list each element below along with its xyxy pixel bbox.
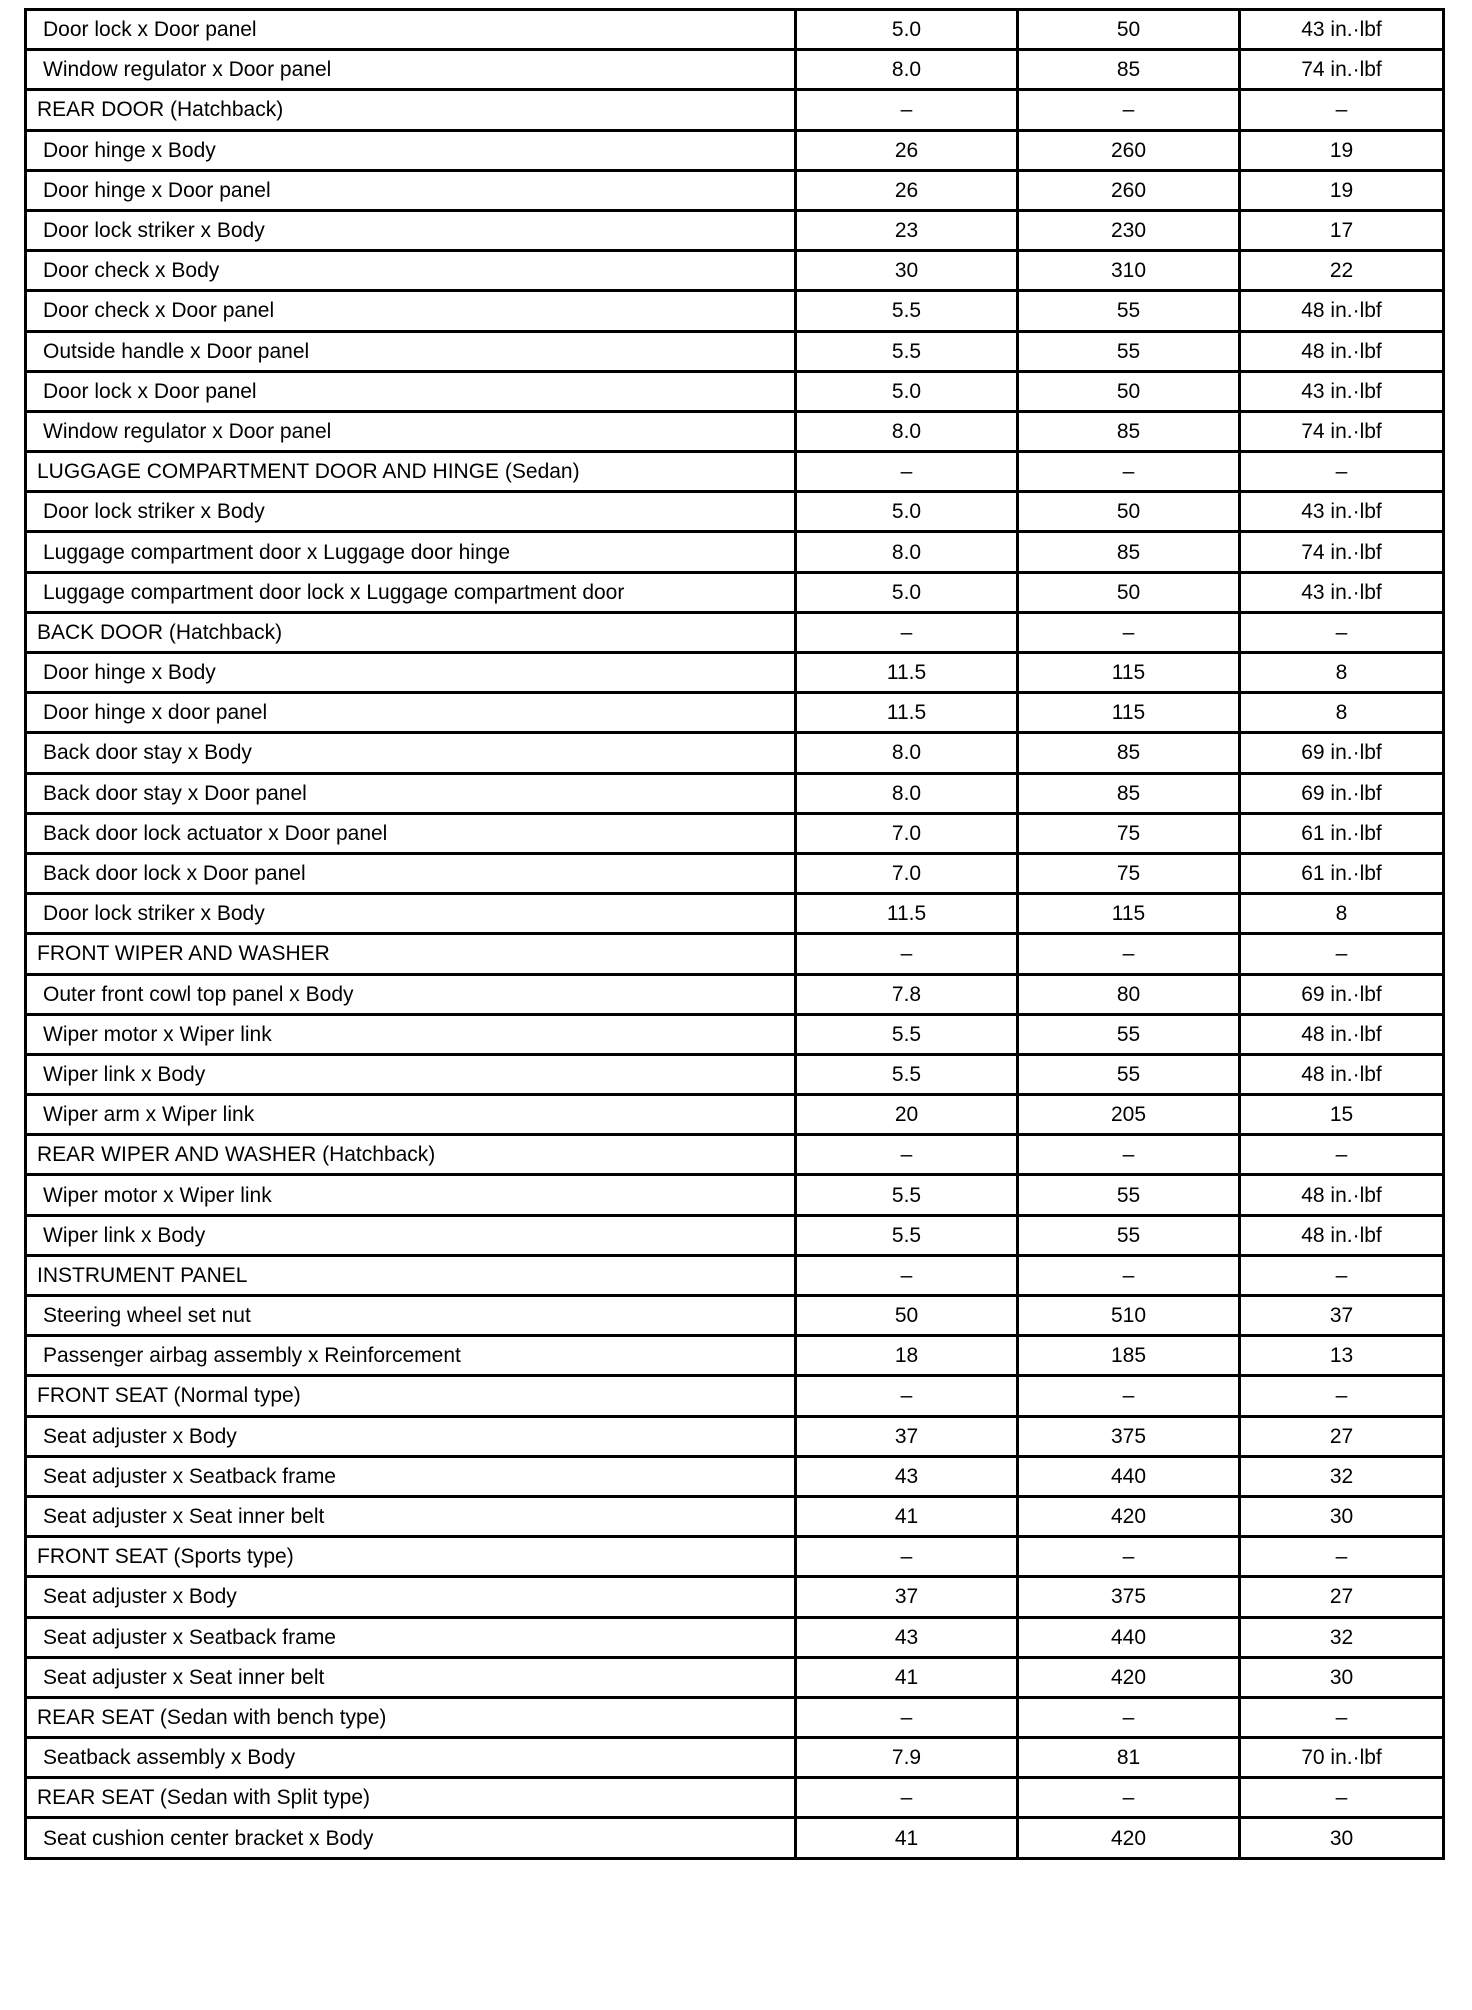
table-row: [26, 1738, 1444, 1778]
table-row: [26, 1014, 1444, 1054]
torque-ft-lbf-cell: 43 in.·lbf: [1240, 371, 1444, 411]
torque-nm-cell: –: [796, 1778, 1018, 1818]
table-row: [26, 1577, 1444, 1617]
torque-nm-cell: 26: [796, 170, 1018, 210]
torque-nm-cell: 20: [796, 1095, 1018, 1135]
section-header-row: [26, 452, 1444, 492]
torque-nm-cell: 5.5: [796, 1175, 1018, 1215]
section-header-row: [26, 1376, 1444, 1416]
torque-kgf-cm-cell: 85: [1018, 532, 1240, 572]
table-row: [26, 1416, 1444, 1456]
torque-nm-cell: 11.5: [796, 693, 1018, 733]
torque-ft-lbf-cell: –: [1240, 1778, 1444, 1818]
part-name-cell: Seat adjuster x Body: [26, 1416, 796, 1456]
torque-kgf-cm-cell: 85: [1018, 411, 1240, 451]
part-name-cell: Door check x Body: [26, 251, 796, 291]
torque-nm-cell: –: [796, 90, 1018, 130]
torque-nm-cell: 8.0: [796, 411, 1018, 451]
part-name-cell: Passenger airbag assembly x Reinforcement: [26, 1336, 796, 1376]
torque-kgf-cm-cell: –: [1018, 1255, 1240, 1295]
part-name-cell: Wiper motor x Wiper link: [26, 1014, 796, 1054]
torque-ft-lbf-cell: 15: [1240, 1095, 1444, 1135]
torque-kgf-cm-cell: 310: [1018, 251, 1240, 291]
torque-ft-lbf-cell: 32: [1240, 1617, 1444, 1657]
torque-ft-lbf-cell: 13: [1240, 1336, 1444, 1376]
torque-ft-lbf-cell: 17: [1240, 210, 1444, 250]
torque-ft-lbf-cell: –: [1240, 1376, 1444, 1416]
part-name-cell: Back door stay x Body: [26, 733, 796, 773]
torque-nm-cell: 8.0: [796, 532, 1018, 572]
part-name-cell: Window regulator x Door panel: [26, 50, 796, 90]
torque-ft-lbf-cell: 30: [1240, 1818, 1444, 1858]
part-name-cell: Outer front cowl top panel x Body: [26, 974, 796, 1014]
torque-kgf-cm-cell: 80: [1018, 974, 1240, 1014]
part-name-cell: LUGGAGE COMPARTMENT DOOR AND HINGE (Sedan): [26, 452, 796, 492]
part-name-cell: Steering wheel set nut: [26, 1296, 796, 1336]
torque-kgf-cm-cell: 85: [1018, 50, 1240, 90]
part-name-cell: Seat adjuster x Seat inner belt: [26, 1657, 796, 1697]
torque-kgf-cm-cell: 81: [1018, 1738, 1240, 1778]
torque-kgf-cm-cell: 420: [1018, 1496, 1240, 1536]
torque-kgf-cm-cell: –: [1018, 1697, 1240, 1737]
torque-ft-lbf-cell: 48 in.·lbf: [1240, 1054, 1444, 1094]
torque-ft-lbf-cell: 61 in.·lbf: [1240, 853, 1444, 893]
torque-ft-lbf-cell: –: [1240, 1255, 1444, 1295]
part-name-cell: Door check x Door panel: [26, 291, 796, 331]
torque-kgf-cm-cell: 115: [1018, 894, 1240, 934]
table-row: [26, 532, 1444, 572]
part-name-cell: Back door lock actuator x Door panel: [26, 813, 796, 853]
torque-kgf-cm-cell: 75: [1018, 813, 1240, 853]
torque-ft-lbf-cell: 70 in.·lbf: [1240, 1738, 1444, 1778]
part-name-cell: Luggage compartment door x Luggage door hinge: [26, 532, 796, 572]
torque-kgf-cm-cell: 420: [1018, 1657, 1240, 1697]
table-row: [26, 773, 1444, 813]
part-name-cell: Door hinge x Body: [26, 130, 796, 170]
part-name-cell: Door hinge x Door panel: [26, 170, 796, 210]
torque-nm-cell: –: [796, 1697, 1018, 1737]
torque-kgf-cm-cell: –: [1018, 452, 1240, 492]
torque-ft-lbf-cell: –: [1240, 1135, 1444, 1175]
part-name-cell: Wiper link x Body: [26, 1215, 796, 1255]
torque-ft-lbf-cell: –: [1240, 934, 1444, 974]
part-name-cell: Door lock x Door panel: [26, 371, 796, 411]
torque-nm-cell: 11.5: [796, 653, 1018, 693]
table-row: [26, 411, 1444, 451]
torque-kgf-cm-cell: 260: [1018, 170, 1240, 210]
part-name-cell: Wiper motor x Wiper link: [26, 1175, 796, 1215]
torque-nm-cell: 7.0: [796, 813, 1018, 853]
part-name-cell: REAR WIPER AND WASHER (Hatchback): [26, 1135, 796, 1175]
torque-kgf-cm-cell: 55: [1018, 1054, 1240, 1094]
torque-nm-cell: –: [796, 1255, 1018, 1295]
part-name-cell: Door lock striker x Body: [26, 210, 796, 250]
torque-nm-cell: 5.0: [796, 492, 1018, 532]
torque-kgf-cm-cell: –: [1018, 612, 1240, 652]
torque-ft-lbf-cell: 74 in.·lbf: [1240, 411, 1444, 451]
torque-kgf-cm-cell: 55: [1018, 1175, 1240, 1215]
table-row: [26, 733, 1444, 773]
table-row: [26, 1818, 1444, 1858]
torque-kgf-cm-cell: –: [1018, 1778, 1240, 1818]
torque-ft-lbf-cell: 19: [1240, 170, 1444, 210]
torque-nm-cell: 5.0: [796, 371, 1018, 411]
part-name-cell: REAR SEAT (Sedan with Split type): [26, 1778, 796, 1818]
torque-spec-table: [24, 8, 1445, 1860]
torque-kgf-cm-cell: 55: [1018, 1215, 1240, 1255]
table-row: [26, 894, 1444, 934]
torque-ft-lbf-cell: 43 in.·lbf: [1240, 572, 1444, 612]
torque-kgf-cm-cell: 55: [1018, 331, 1240, 371]
torque-nm-cell: 41: [796, 1818, 1018, 1858]
torque-kgf-cm-cell: 375: [1018, 1577, 1240, 1617]
table-row: [26, 130, 1444, 170]
section-header-row: [26, 1135, 1444, 1175]
table-row: [26, 974, 1444, 1014]
torque-kgf-cm-cell: 420: [1018, 1818, 1240, 1858]
table-row: [26, 492, 1444, 532]
torque-kgf-cm-cell: 50: [1018, 492, 1240, 532]
torque-ft-lbf-cell: 19: [1240, 130, 1444, 170]
part-name-cell: REAR SEAT (Sedan with bench type): [26, 1697, 796, 1737]
torque-ft-lbf-cell: 27: [1240, 1577, 1444, 1617]
torque-nm-cell: 43: [796, 1456, 1018, 1496]
torque-kgf-cm-cell: –: [1018, 1135, 1240, 1175]
torque-kgf-cm-cell: –: [1018, 90, 1240, 130]
torque-kgf-cm-cell: 115: [1018, 693, 1240, 733]
torque-nm-cell: 5.5: [796, 1014, 1018, 1054]
torque-kgf-cm-cell: 55: [1018, 1014, 1240, 1054]
torque-ft-lbf-cell: 48 in.·lbf: [1240, 1215, 1444, 1255]
section-header-row: [26, 934, 1444, 974]
torque-nm-cell: 26: [796, 130, 1018, 170]
torque-kgf-cm-cell: 375: [1018, 1416, 1240, 1456]
torque-ft-lbf-cell: 74 in.·lbf: [1240, 532, 1444, 572]
table-row: [26, 1215, 1444, 1255]
table-row: [26, 251, 1444, 291]
torque-ft-lbf-cell: –: [1240, 90, 1444, 130]
torque-kgf-cm-cell: 50: [1018, 371, 1240, 411]
torque-ft-lbf-cell: 74 in.·lbf: [1240, 50, 1444, 90]
table-row: [26, 1496, 1444, 1536]
torque-nm-cell: 7.9: [796, 1738, 1018, 1778]
table-row: [26, 291, 1444, 331]
table-row: [26, 572, 1444, 612]
torque-ft-lbf-cell: 48 in.·lbf: [1240, 331, 1444, 371]
table-row: [26, 1336, 1444, 1376]
torque-kgf-cm-cell: 85: [1018, 733, 1240, 773]
table-row: [26, 371, 1444, 411]
table-row: [26, 1657, 1444, 1697]
part-name-cell: Luggage compartment door lock x Luggage compartment door: [26, 572, 796, 612]
torque-nm-cell: 50: [796, 1296, 1018, 1336]
part-name-cell: FRONT SEAT (Normal type): [26, 1376, 796, 1416]
torque-nm-cell: –: [796, 612, 1018, 652]
torque-kgf-cm-cell: 75: [1018, 853, 1240, 893]
torque-nm-cell: 7.8: [796, 974, 1018, 1014]
torque-ft-lbf-cell: 30: [1240, 1496, 1444, 1536]
torque-spec-table-body: [26, 10, 1444, 1859]
table-row: [26, 10, 1444, 50]
torque-ft-lbf-cell: 69 in.·lbf: [1240, 773, 1444, 813]
table-row: [26, 1175, 1444, 1215]
torque-ft-lbf-cell: 8: [1240, 693, 1444, 733]
torque-ft-lbf-cell: 8: [1240, 653, 1444, 693]
table-row: [26, 653, 1444, 693]
torque-ft-lbf-cell: 48 in.·lbf: [1240, 291, 1444, 331]
part-name-cell: Seat adjuster x Seatback frame: [26, 1617, 796, 1657]
table-row: [26, 813, 1444, 853]
torque-nm-cell: –: [796, 1376, 1018, 1416]
torque-ft-lbf-cell: –: [1240, 1537, 1444, 1577]
part-name-cell: Door lock striker x Body: [26, 492, 796, 532]
torque-nm-cell: 18: [796, 1336, 1018, 1376]
torque-kgf-cm-cell: 50: [1018, 572, 1240, 612]
torque-ft-lbf-cell: –: [1240, 1697, 1444, 1737]
torque-kgf-cm-cell: 230: [1018, 210, 1240, 250]
part-name-cell: Seat cushion center bracket x Body: [26, 1818, 796, 1858]
torque-nm-cell: –: [796, 452, 1018, 492]
torque-ft-lbf-cell: 61 in.·lbf: [1240, 813, 1444, 853]
part-name-cell: Wiper arm x Wiper link: [26, 1095, 796, 1135]
section-header-row: [26, 90, 1444, 130]
torque-kgf-cm-cell: 55: [1018, 291, 1240, 331]
part-name-cell: Door lock x Door panel: [26, 10, 796, 50]
part-name-cell: REAR DOOR (Hatchback): [26, 90, 796, 130]
section-header-row: [26, 1537, 1444, 1577]
section-header-row: [26, 1778, 1444, 1818]
torque-nm-cell: 7.0: [796, 853, 1018, 893]
part-name-cell: FRONT WIPER AND WASHER: [26, 934, 796, 974]
table-row: [26, 1617, 1444, 1657]
torque-ft-lbf-cell: 48 in.·lbf: [1240, 1175, 1444, 1215]
part-name-cell: Door hinge x door panel: [26, 693, 796, 733]
torque-nm-cell: 8.0: [796, 773, 1018, 813]
torque-nm-cell: 5.5: [796, 1054, 1018, 1094]
torque-ft-lbf-cell: 43 in.·lbf: [1240, 10, 1444, 50]
part-name-cell: Seat adjuster x Seatback frame: [26, 1456, 796, 1496]
torque-nm-cell: 5.5: [796, 331, 1018, 371]
torque-kgf-cm-cell: –: [1018, 1376, 1240, 1416]
table-row: [26, 1054, 1444, 1094]
torque-kgf-cm-cell: 510: [1018, 1296, 1240, 1336]
table-row: [26, 50, 1444, 90]
torque-ft-lbf-cell: 48 in.·lbf: [1240, 1014, 1444, 1054]
torque-kgf-cm-cell: 260: [1018, 130, 1240, 170]
torque-nm-cell: 37: [796, 1416, 1018, 1456]
torque-nm-cell: 23: [796, 210, 1018, 250]
part-name-cell: Door hinge x Body: [26, 653, 796, 693]
table-row: [26, 853, 1444, 893]
table-row: [26, 1095, 1444, 1135]
torque-nm-cell: 5.0: [796, 10, 1018, 50]
torque-ft-lbf-cell: 27: [1240, 1416, 1444, 1456]
torque-nm-cell: 5.5: [796, 291, 1018, 331]
table-row: [26, 210, 1444, 250]
torque-nm-cell: –: [796, 1135, 1018, 1175]
section-header-row: [26, 1255, 1444, 1295]
part-name-cell: Back door lock x Door panel: [26, 853, 796, 893]
torque-nm-cell: 41: [796, 1657, 1018, 1697]
torque-kgf-cm-cell: 185: [1018, 1336, 1240, 1376]
section-header-row: [26, 612, 1444, 652]
part-name-cell: Back door stay x Door panel: [26, 773, 796, 813]
torque-kgf-cm-cell: 440: [1018, 1617, 1240, 1657]
torque-nm-cell: –: [796, 1537, 1018, 1577]
table-row: [26, 693, 1444, 733]
torque-kgf-cm-cell: –: [1018, 934, 1240, 974]
torque-nm-cell: 8.0: [796, 733, 1018, 773]
torque-ft-lbf-cell: 22: [1240, 251, 1444, 291]
torque-ft-lbf-cell: 69 in.·lbf: [1240, 974, 1444, 1014]
table-row: [26, 170, 1444, 210]
table-row: [26, 1296, 1444, 1336]
table-row: [26, 331, 1444, 371]
part-name-cell: INSTRUMENT PANEL: [26, 1255, 796, 1295]
torque-kgf-cm-cell: 440: [1018, 1456, 1240, 1496]
torque-kgf-cm-cell: –: [1018, 1537, 1240, 1577]
torque-nm-cell: 5.0: [796, 572, 1018, 612]
torque-ft-lbf-cell: 69 in.·lbf: [1240, 733, 1444, 773]
torque-kgf-cm-cell: 115: [1018, 653, 1240, 693]
part-name-cell: FRONT SEAT (Sports type): [26, 1537, 796, 1577]
torque-nm-cell: 43: [796, 1617, 1018, 1657]
part-name-cell: Window regulator x Door panel: [26, 411, 796, 451]
torque-ft-lbf-cell: –: [1240, 612, 1444, 652]
part-name-cell: Seat adjuster x Seat inner belt: [26, 1496, 796, 1536]
torque-nm-cell: 11.5: [796, 894, 1018, 934]
torque-ft-lbf-cell: 43 in.·lbf: [1240, 492, 1444, 532]
torque-kgf-cm-cell: 205: [1018, 1095, 1240, 1135]
part-name-cell: Wiper link x Body: [26, 1054, 796, 1094]
torque-nm-cell: 5.5: [796, 1215, 1018, 1255]
torque-ft-lbf-cell: 8: [1240, 894, 1444, 934]
torque-ft-lbf-cell: 37: [1240, 1296, 1444, 1336]
torque-ft-lbf-cell: 32: [1240, 1456, 1444, 1496]
part-name-cell: Door lock striker x Body: [26, 894, 796, 934]
torque-nm-cell: 41: [796, 1496, 1018, 1536]
part-name-cell: Seatback assembly x Body: [26, 1738, 796, 1778]
torque-nm-cell: 8.0: [796, 50, 1018, 90]
torque-nm-cell: 37: [796, 1577, 1018, 1617]
section-header-row: [26, 1697, 1444, 1737]
part-name-cell: Seat adjuster x Body: [26, 1577, 796, 1617]
torque-nm-cell: 30: [796, 251, 1018, 291]
torque-kgf-cm-cell: 50: [1018, 10, 1240, 50]
part-name-cell: BACK DOOR (Hatchback): [26, 612, 796, 652]
torque-kgf-cm-cell: 85: [1018, 773, 1240, 813]
torque-ft-lbf-cell: 30: [1240, 1657, 1444, 1697]
torque-nm-cell: –: [796, 934, 1018, 974]
part-name-cell: Outside handle x Door panel: [26, 331, 796, 371]
torque-ft-lbf-cell: –: [1240, 452, 1444, 492]
table-row: [26, 1456, 1444, 1496]
